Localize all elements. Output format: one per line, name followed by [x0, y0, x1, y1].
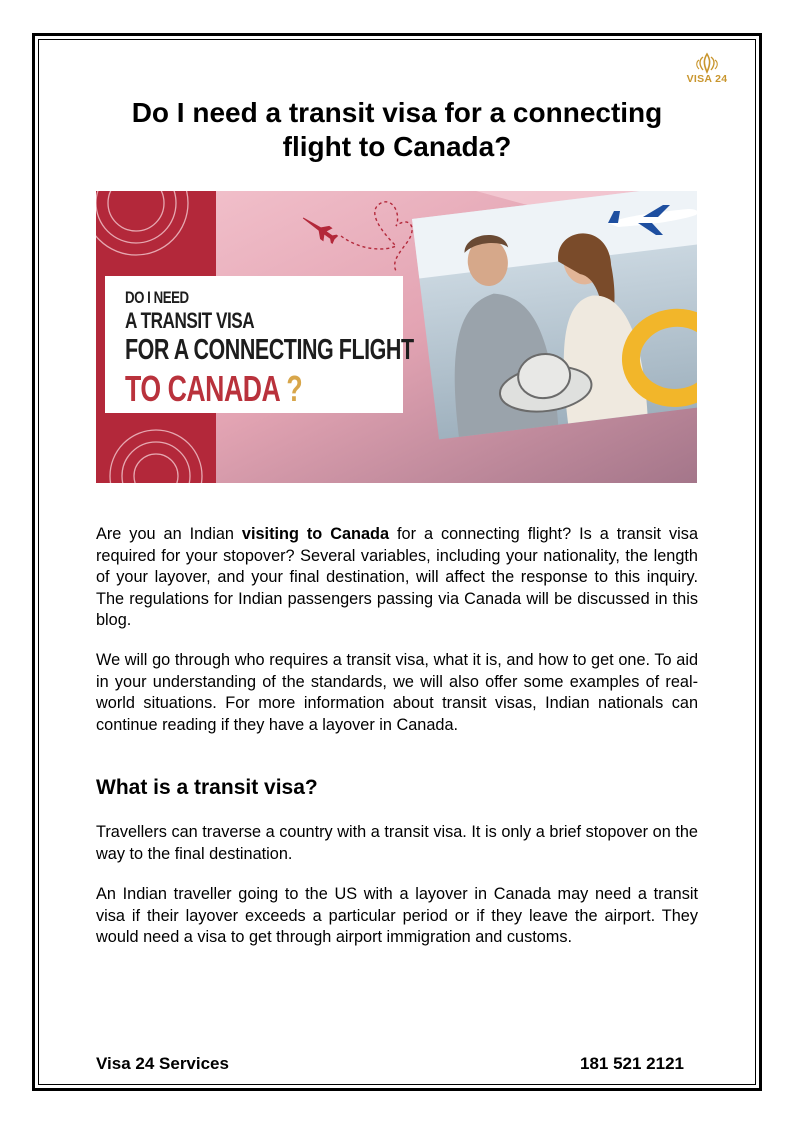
hero-line-4	[125, 368, 302, 410]
intro-text-before: Are you an Indian	[96, 525, 242, 543]
hero-line-4-text: TO CANADA	[125, 368, 280, 409]
paragraph-3: Travellers can traverse a country with a transit visa. It is only a brief stopover on the way to the final destination.	[96, 823, 698, 863]
intro-text-after: for a connecting flight? Is a transit visa required for your stopover? Several variables, including your nationality, the length of your layover, and your final destination, will affect the response to this inquiry. The regulations for Indian passengers passing via Canada will be discussed in this blog.	[96, 525, 698, 629]
hero-line-2: A TRANSIT VISA	[125, 308, 255, 333]
section-heading: What is a transit visa?	[96, 776, 318, 799]
page-title: Do I need a transit visa for a connecting flight to Canada?	[131, 97, 663, 162]
footer-phone: 181 521 2121	[580, 1054, 684, 1073]
hero-line-1: DO I NEED	[125, 288, 189, 307]
footer-company: Visa 24 Services	[96, 1054, 229, 1073]
crown-wing-icon	[694, 52, 720, 74]
paragraph-2: We will go through who requires a transit visa, what it is, and how to get one. To aid in your understanding of the standards, we will also offer some examples of real-world situations. For more information about transit visas, Indian nationals can continue reading if they have a layover in Canada.	[96, 651, 698, 734]
paragraph-4: An Indian traveller going to the US with a layover in Canada may need a transit visa if their layover exceeds a particular period or if they leave the airport. They would need a visa to get through airport immigration and customs.	[96, 885, 698, 946]
hero-title-card	[105, 276, 414, 413]
hero-question-mark: ?	[286, 368, 303, 409]
intro-paragraph	[96, 524, 698, 632]
logo-text: VISA 24	[686, 73, 728, 85]
hero-line-3: FOR A CONNECTING FLIGHT	[125, 334, 414, 366]
intro-bold-phrase: visiting to Canada	[241, 525, 390, 543]
hero-image	[96, 191, 697, 483]
visa24-logo	[678, 52, 736, 90]
